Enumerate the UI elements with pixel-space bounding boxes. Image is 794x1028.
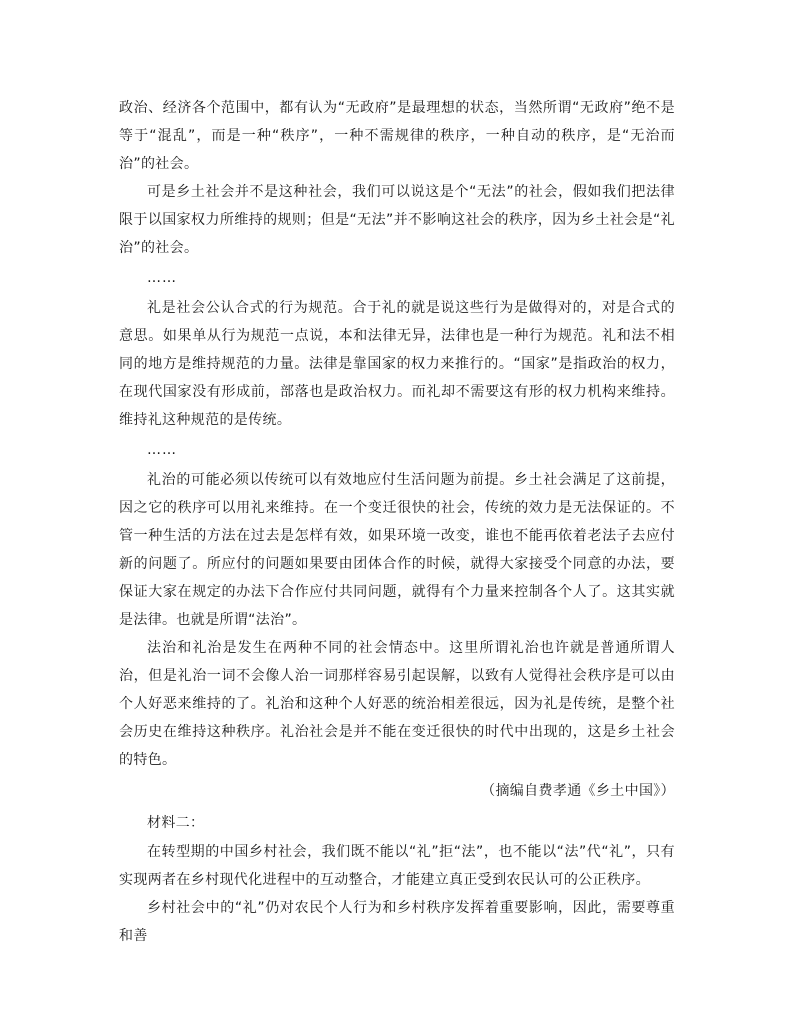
paragraph-rural-society: 可是乡土社会并不是这种社会，我们可以说这是个“无法”的社会，假如我们把法律限于以国家权力所维持的规则；但是“无法”并不影响这社会的秩序，因为乡土社会是“礼治”的社会。 [119,184,675,256]
document-body [119,94,675,950]
source-citation: （摘编自费孝通《乡土中国》） [481,783,675,799]
paragraph-anarchy: 政治、经济各个范围中，都有认为“无政府”是最理想的状态，当然所谓“无政府”绝不是等于“混乱”，而是一种“秩序”，一种不需规律的秩序，一种自动的秩序，是“无治而治”的社会。 [119,100,675,172]
paragraph-rites-definition: 礼是社会公认合式的行为规范。合于礼的就是说这些行为是做得对的，对是合式的意思。如果单从行为规范一点说，本和法律无异，法律也是一种行为规范。礼和法不相同的地方是维持规范的力量。法律是靠国家的权力来推行的。“国家”是指政治的权力，在现代国家没有形成前，部落也是政治权力。而礼却不需要这有形的权力机构来维持。维持礼这种规范的是传统。 [119,300,675,428]
paragraph-transition-period: 在转型期的中国乡村社会，我们既不能以“礼”拒“法”，也不能以“法”代“礼”，只有实现两者在乡村现代化进程中的互动整合，才能建立真正受到农民认可的公正秩序。 [119,844,675,888]
ellipsis-2: …… [147,442,177,458]
paragraph-rule-of-law-vs-rites: 法治和礼治是发生在两种不同的社会情态中。这里所谓礼治也许就是普通所谓人治，但是礼治一词不会像人治一词那样容易引起误解，以致有人觉得社会秩序是可以由个人好恶来维持的了。礼治和这种个人好恶的统治相差很远，因为礼是传统，是整个社会历史在维持这种秩序。礼治社会是并不能在变迁很快的时代中出现的，这是乡土社会的特色。 [119,640,675,768]
ellipsis-1: …… [147,270,177,286]
material-two-heading: 材料二： [147,815,205,831]
paragraph-rites-premise: 礼治的可能必须以传统可以有效地应付生活问题为前提。乡土社会满足了这前提，因之它的秩序可以用礼来维持。在一个变迁很快的社会，传统的效力是无法保证的。不管一种生活的方法在过去是怎样有效，如果环境一改变，谁也不能再依着老法子去应付新的问题了。所应付的问题如果要由团体合作的时候，就得大家接受个同意的办法，要保证大家在规定的办法下合作应付共同问题，就得有个力量来控制各个人了。这其实就是法律。也就是所谓“法治”。 [119,472,675,628]
paragraph-rites-influence: 乡村社会中的“礼”仍对农民个人行为和乡村秩序发挥着重要影响，因此，需要尊重和善 [119,900,675,944]
